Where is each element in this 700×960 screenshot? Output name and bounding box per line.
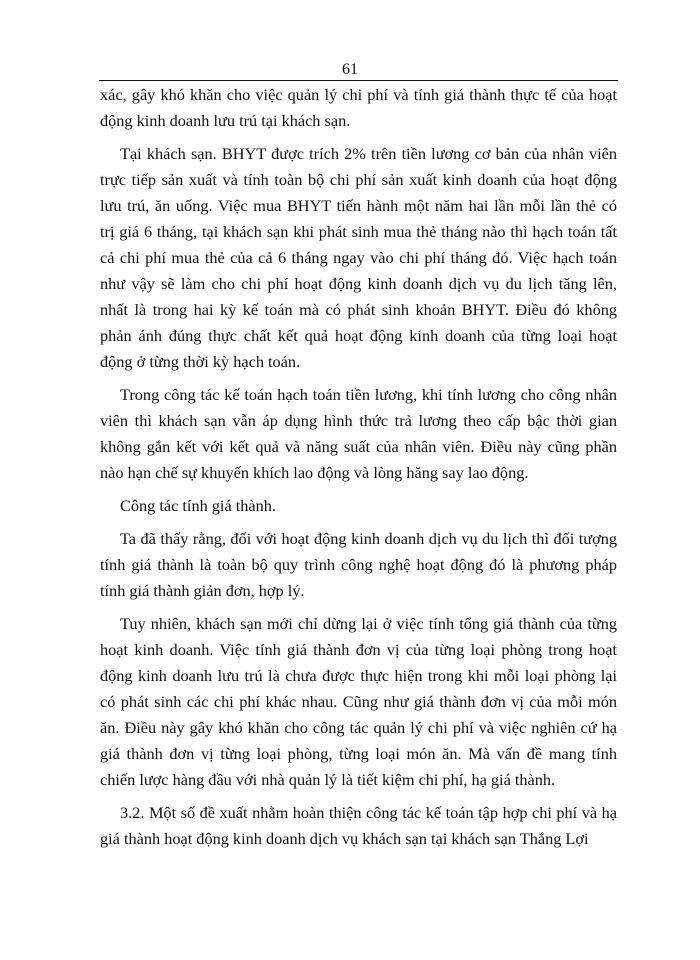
text-line: Trong công tác kế toán hạch toán tiền lương, khi tính lương cho công nhân (120, 385, 617, 404)
text-line: động ở từng thời kỳ hạch toán. (100, 352, 301, 371)
text-line: Tại khách sạn. BHYT được trích 2% trên tiền lương cơ bản của nhân viên (120, 144, 617, 163)
header-rule (99, 80, 618, 81)
text-line: không gắn kết với kết quả và năng suất của nhân viên. Điều này cũng phần (100, 437, 617, 456)
text-line: giá thành hoạt động kinh doanh dịch vụ khách sạn tại khách sạn Thắng Lợi (100, 829, 589, 848)
text-line: trị giá 6 tháng, tại khách sạn khi phát sinh mua thẻ tháng nào thì hạch toán tất (100, 222, 617, 241)
text-line: cả chi phí mua thẻ của cả 6 tháng ngay vào chi phí tháng đó. Việc hạch toán (100, 248, 617, 267)
text-line: nào hạn chế sự khuyến khích lao động và lòng hăng say lao động. (100, 463, 529, 482)
text-line: chiến lược hàng đầu với nhà quản lý là tiết kiệm chi phí, hạ giá thành. (100, 770, 556, 789)
text-line: tính giá thành giản đơn, hợp lý. (100, 581, 305, 600)
paragraph (100, 141, 617, 375)
text-line: Tuy nhiên, khách sạn mới chỉ dừng lại ở việc tính tổng giá thành của từng (120, 614, 617, 633)
section-heading (100, 800, 617, 852)
text-line: Công tác tính giá thành. (120, 496, 276, 515)
paragraph (100, 382, 617, 486)
text-line: phản ánh đúng thực chất kết quả hoạt động kinh doanh của từng loại hoạt (100, 326, 617, 345)
text-line: như vậy sẽ làm cho chi phí hoạt động kinh doanh dịch vụ du lịch tăng lên, (100, 274, 617, 293)
text-line: xác, gây khó khăn cho việc quản lý chi phí và tính giá thành thực tế của hoạt (100, 85, 617, 104)
page-number: 61 (342, 61, 358, 78)
paragraph (100, 493, 617, 519)
text-line: hoạt kinh doanh. Việc tính giá thành đơn vị của từng loại phòng trong hoạt (100, 640, 617, 659)
text-line: ăn. Điều này gây khó khăn cho công tác quản lý chi phí và việc nghiên cứ hạ (100, 718, 617, 737)
text-line: động kinh doanh lưu trú là chưa được thực hiện trong khi mỗi loại phòng lại (100, 666, 617, 685)
paragraph (100, 611, 617, 793)
text-line: động kinh doanh lưu trú tại khách sạn. (100, 111, 351, 130)
text-line: lưu trú, ăn uống. Việc mua BHYT tiến hành một năm hai lần mỗi lần thẻ có (100, 196, 617, 215)
text-line: giá thành đơn vị từng loại phòng, từng loại món ăn. Mà vấn đề mang tính (100, 744, 617, 763)
text-line: nhất là trong hai kỳ kế toán mà có phát sinh khoản BHYT. Điều đó không (100, 300, 617, 319)
text-line: Ta đã thấy rằng, đối với hoạt động kinh doanh dịch vụ du lịch thì đối tượng (120, 529, 617, 548)
text-line: trực tiếp sản xuất và tính toàn bộ chi phí sản xuất kinh doanh của hoạt động (100, 170, 617, 189)
text-line: có phát sinh các chi phí khác nhau. Cũng như giá thành đơn vị của mỗi món (100, 692, 617, 711)
paragraph (100, 82, 617, 134)
text-line: viên thì khách sạn vẫn áp dụng hình thức trả lương theo cấp bậc thời gian (100, 411, 617, 430)
text-line: tính giá thành là toàn bộ quy trình công nghệ hoạt động đó là phương pháp (100, 555, 617, 574)
paragraph (100, 526, 617, 604)
text-line: 3.2. Một số đề xuất nhằm hoàn thiện công tác kế toán tập hợp chi phí và hạ (120, 803, 617, 822)
document-body (100, 82, 617, 852)
